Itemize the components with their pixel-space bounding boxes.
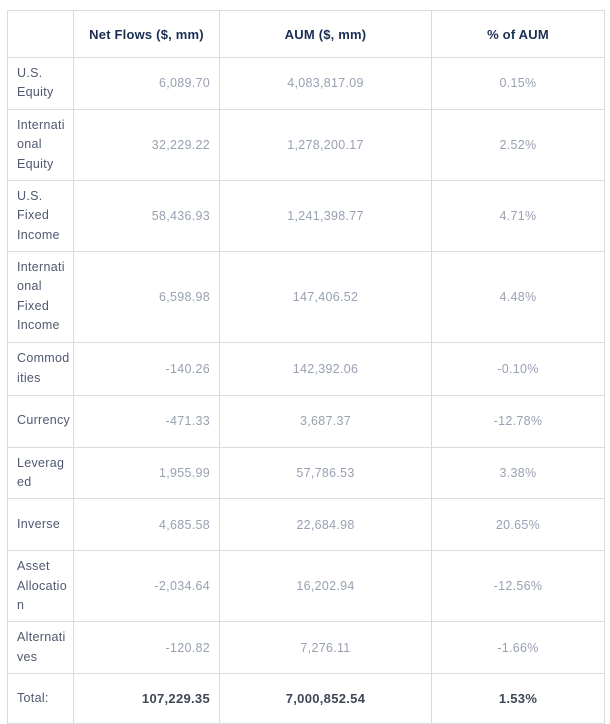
pct-of-aum-value: 3.38% xyxy=(432,447,605,499)
aum-value: 57,786.53 xyxy=(220,447,432,499)
pct-of-aum-value: -12.78% xyxy=(432,395,605,447)
table-row-leveraged xyxy=(8,447,605,499)
aum-value: 4,083,817.09 xyxy=(220,58,432,110)
net-flows-value: -2,034.64 xyxy=(74,551,220,622)
aum-value: 142,392.06 xyxy=(220,342,432,395)
column-header-blank xyxy=(8,11,74,58)
net-flows-value: 58,436.93 xyxy=(74,180,220,251)
table-row-inverse xyxy=(8,499,605,551)
table-row-us-equity xyxy=(8,58,605,110)
row-label: International Fixed Income xyxy=(8,252,74,343)
column-header-pct-of-aum: % of AUM xyxy=(432,11,605,58)
header-row xyxy=(8,11,605,58)
aum-value: 16,202.94 xyxy=(220,551,432,622)
pct-of-aum-value: 4.71% xyxy=(432,180,605,251)
aum-value: 1,278,200.17 xyxy=(220,109,432,180)
pct-of-aum-value: 20.65% xyxy=(432,499,605,551)
row-label: U.S. Fixed Income xyxy=(8,180,74,251)
total-pct-of-aum-value: 1.53% xyxy=(432,674,605,724)
row-label: Commodities xyxy=(8,342,74,395)
aum-value: 1,241,398.77 xyxy=(220,180,432,251)
row-label: Leveraged xyxy=(8,447,74,499)
pct-of-aum-value: -1.66% xyxy=(432,622,605,674)
column-header-net-flows: Net Flows ($, mm) xyxy=(74,11,220,58)
net-flows-value: 32,229.22 xyxy=(74,109,220,180)
pct-of-aum-value: 2.52% xyxy=(432,109,605,180)
net-flows-table-container xyxy=(7,10,604,724)
row-label: Currency xyxy=(8,395,74,447)
table-row-currency xyxy=(8,395,605,447)
total-label: Total: xyxy=(8,674,74,724)
net-flows-value: 6,089.70 xyxy=(74,58,220,110)
table-row-international-equity xyxy=(8,109,605,180)
table-row-asset-allocation xyxy=(8,551,605,622)
net-flows-value: -140.26 xyxy=(74,342,220,395)
table-row-total xyxy=(8,674,605,724)
row-label: U.S. Equity xyxy=(8,58,74,110)
row-label: Inverse xyxy=(8,499,74,551)
table-row-us-fixed-income xyxy=(8,180,605,251)
net-flows-value: 4,685.58 xyxy=(74,499,220,551)
table-row-international-fixed-income xyxy=(8,252,605,343)
net-flows-value: -120.82 xyxy=(74,622,220,674)
aum-value: 7,276.11 xyxy=(220,622,432,674)
net-flows-value: -471.33 xyxy=(74,395,220,447)
aum-value: 147,406.52 xyxy=(220,252,432,343)
row-label: International Equity xyxy=(8,109,74,180)
pct-of-aum-value: -0.10% xyxy=(432,342,605,395)
net-flows-value: 1,955.99 xyxy=(74,447,220,499)
net-flows-value: 6,598.98 xyxy=(74,252,220,343)
pct-of-aum-value: -12.56% xyxy=(432,551,605,622)
pct-of-aum-value: 4.48% xyxy=(432,252,605,343)
row-label: Alternatives xyxy=(8,622,74,674)
aum-value: 22,684.98 xyxy=(220,499,432,551)
column-header-aum: AUM ($, mm) xyxy=(220,11,432,58)
total-net-flows-value: 107,229.35 xyxy=(74,674,220,724)
pct-of-aum-value: 0.15% xyxy=(432,58,605,110)
asset-class-flows-table xyxy=(7,10,605,724)
aum-value: 3,687.37 xyxy=(220,395,432,447)
table-row-alternatives xyxy=(8,622,605,674)
total-aum-value: 7,000,852.54 xyxy=(220,674,432,724)
table-row-commodities xyxy=(8,342,605,395)
row-label: Asset Allocation xyxy=(8,551,74,622)
